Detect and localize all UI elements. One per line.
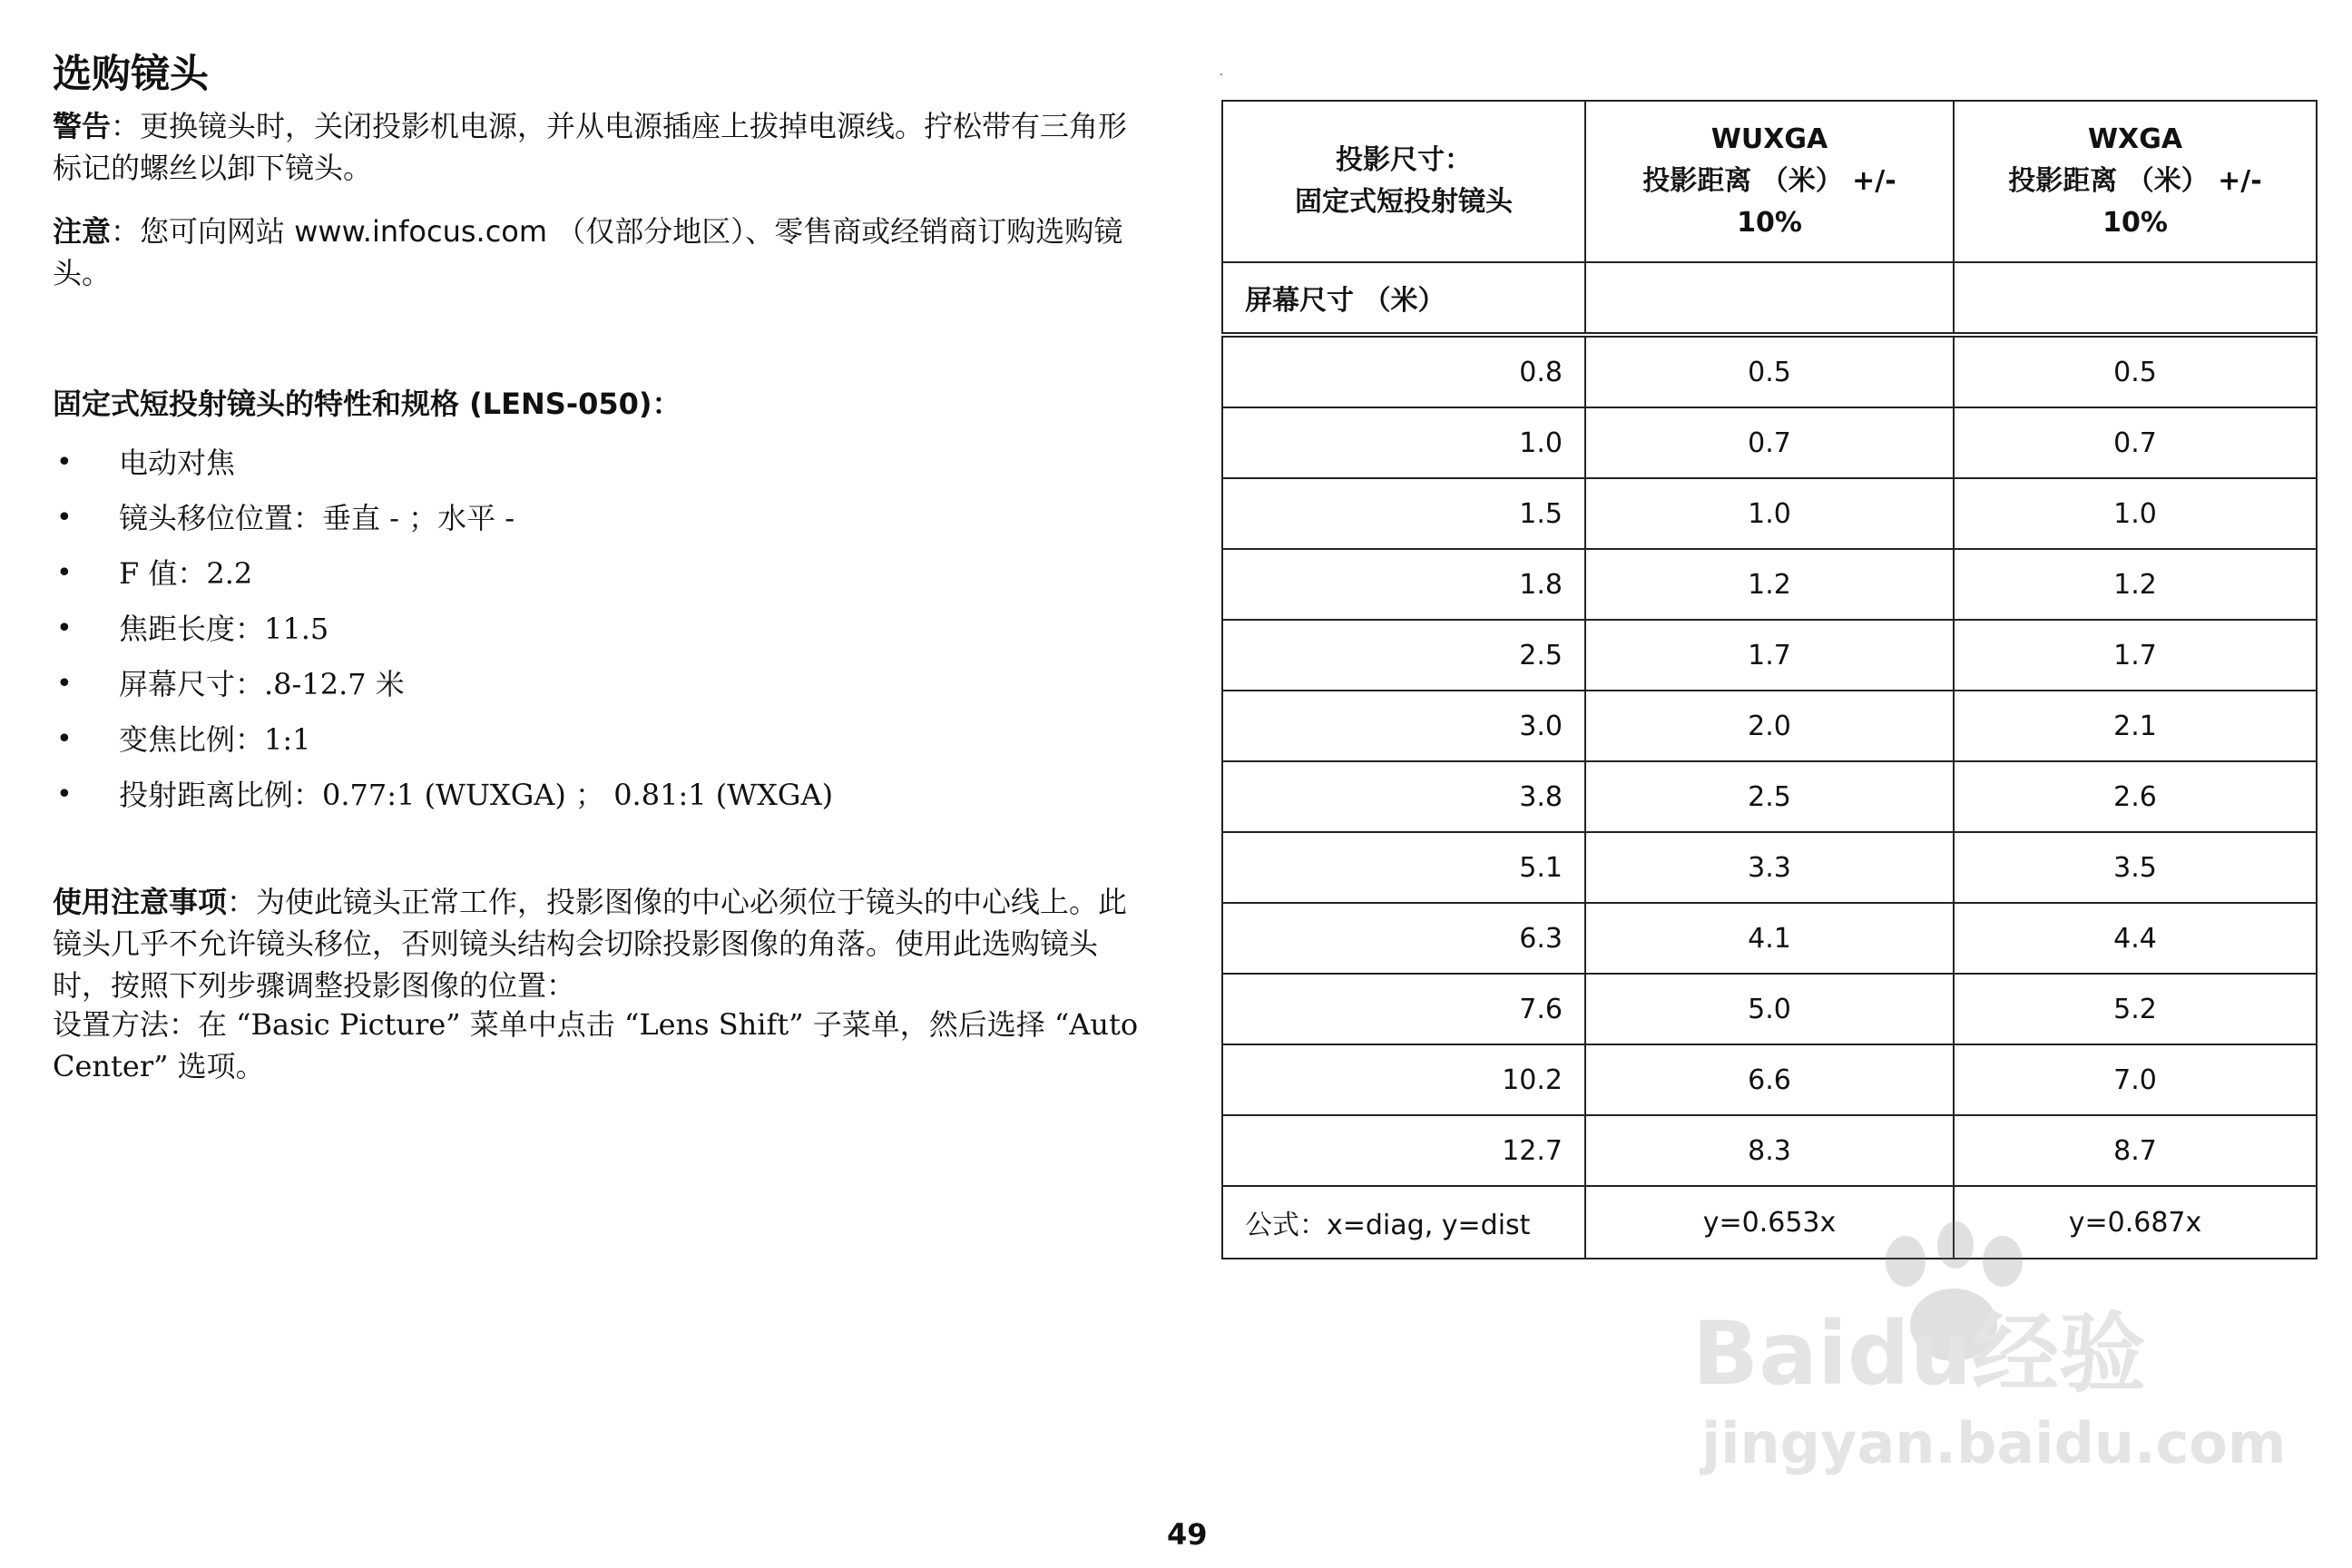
table-header-row [1222, 101, 2317, 262]
warning-sep: ： [111, 109, 141, 143]
cell-wuxga-distance: 4.1 [1585, 903, 1954, 974]
cell-wxga-distance: 0.5 [1954, 335, 2317, 407]
spec-text: 屏幕尺寸：.8-12.7 米 [119, 667, 405, 701]
cell-screen-size: 3.0 [1222, 691, 1585, 761]
spec-item [53, 774, 1142, 829]
cell-screen-size: 0.8 [1222, 335, 1585, 407]
cell-screen-size: 12.7 [1222, 1115, 1585, 1186]
spec-text: F 值：2.2 [119, 556, 253, 591]
header-text: 10% [2102, 207, 2168, 239]
formula-wuxga: y=0.653x [1585, 1186, 1954, 1259]
table-row [1222, 974, 2317, 1044]
note-label: 注意 [53, 214, 112, 249]
cell-wxga-distance: 2.6 [1954, 761, 2317, 832]
cell-wxga-distance: 4.4 [1954, 903, 2317, 974]
cell-wuxga-distance: 1.7 [1585, 620, 1954, 691]
cell-screen-size: 3.8 [1222, 761, 1585, 832]
table-row [1222, 620, 2317, 691]
header-text: WXGA [2087, 123, 2183, 155]
table-row [1222, 691, 2317, 761]
warning-paragraph [53, 105, 1142, 189]
header-text: 投影距离 （米） +/- [1642, 165, 1896, 197]
page-title: 选购镜头 [53, 52, 209, 97]
watermark-brand: Baidu经验 [1692, 1303, 2146, 1405]
cell-wxga-distance: 7.0 [1954, 1044, 2317, 1115]
note-paragraph [53, 211, 1142, 294]
cell-wxga-distance: 0.7 [1954, 407, 2317, 478]
cell-wxga-distance: 1.7 [1954, 620, 2317, 691]
cell-wuxga-distance: 5.0 [1585, 974, 1954, 1044]
cell-wuxga-distance: 2.5 [1585, 761, 1954, 832]
cell-wuxga-distance: 0.5 [1585, 335, 1954, 407]
cell-wxga-distance: 1.0 [1954, 478, 2317, 549]
cell-wuxga-distance: 8.3 [1585, 1115, 1954, 1186]
cell-screen-size: 6.3 [1222, 903, 1585, 974]
spec-item [53, 497, 1142, 553]
cell-wuxga-distance: 0.7 [1585, 407, 1954, 478]
cell-wxga-distance: 3.5 [1954, 832, 2317, 903]
cell-wuxga-distance: 1.2 [1585, 549, 1954, 620]
spec-item [53, 553, 1142, 608]
cell-screen-size: 5.1 [1222, 832, 1585, 903]
table-row [1222, 335, 2317, 407]
spec-text: 投射距离比例：0.77:1 (WUXGA) ； 0.81:1 (WXGA) [119, 778, 834, 812]
usage-paragraph [53, 881, 1142, 1006]
cell-screen-size: 2.5 [1222, 620, 1585, 691]
bullet: • [56, 446, 73, 478]
subheader-empty [1585, 262, 1954, 335]
cell-wuxga-distance: 1.0 [1585, 478, 1954, 549]
header-text: 投影距离 （米） +/- [2008, 165, 2262, 197]
usage-text: 为使此镜头正常工作，投影图像的中心必须位于镜头的中心线上。此镜头几乎不允许镜头移位，否则镜头结构会切除投影图像的角落。使用此选购镜头时，按照下列步骤调整投影图像的位置： [53, 885, 1128, 1003]
table-row [1222, 478, 2317, 549]
spec-item [53, 719, 1142, 774]
throw-distance-table [1221, 100, 2318, 1259]
header-text: 固定式短投射镜头 [1295, 186, 1513, 218]
cell-screen-size: 7.6 [1222, 974, 1585, 1044]
table-subheader-row [1222, 262, 2317, 335]
cell-screen-size: 1.5 [1222, 478, 1585, 549]
page-number: 49 [1167, 1517, 1208, 1552]
header-text: 10% [1737, 207, 1802, 239]
note-text-before: 您可向网站 [140, 214, 295, 249]
usage-sep: ： [227, 885, 257, 919]
note-text-after: （仅部分地区）、零售商或经销商订购选购镜头。 [53, 214, 1123, 290]
cell-screen-size: 10.2 [1222, 1044, 1585, 1115]
warning-text: 更换镜头时，关闭投影机电源，并从电源插座上拔掉电源线。拧松带有三角形标记的螺丝以卸下镜头。 [53, 109, 1128, 185]
warning-label: 警告 [53, 109, 112, 143]
spec-text: 焦距长度：11.5 [119, 612, 329, 646]
cell-wuxga-distance: 3.3 [1585, 832, 1954, 903]
spec-item [53, 608, 1142, 663]
header-cell-wxga [1954, 101, 2317, 262]
table-row [1222, 832, 2317, 903]
subheader-empty [1954, 262, 2317, 335]
setup-paragraph: 设置方法：在 “Basic Picture” 菜单中点击 “Lens Shift” 子菜单，然后选择 “Auto Center” 选项。 [53, 1007, 1139, 1083]
stray-dot: . [1220, 65, 1223, 78]
cell-wuxga-distance: 6.6 [1585, 1044, 1954, 1115]
bullet: • [56, 557, 73, 589]
header-text: 投影尺寸： [1336, 144, 1472, 176]
cell-wxga-distance: 8.7 [1954, 1115, 2317, 1186]
spec-heading: 固定式短投射镜头的特性和规格 (LENS-050)： [53, 387, 681, 421]
spec-text: 镜头移位位置：垂直 - ；水平 - [119, 501, 515, 535]
note-sep: ： [111, 214, 141, 249]
cell-screen-size: 1.0 [1222, 407, 1585, 478]
header-text: WUXGA [1710, 123, 1828, 155]
table-row [1222, 549, 2317, 620]
table-row [1222, 1044, 2317, 1115]
table-row [1222, 1115, 2317, 1186]
table-row [1222, 761, 2317, 832]
bullet: • [56, 668, 73, 700]
cell-wxga-distance: 1.2 [1954, 549, 2317, 620]
spec-item [53, 442, 1142, 497]
bullet: • [56, 502, 73, 534]
table-row [1222, 903, 2317, 974]
spec-item [53, 663, 1142, 719]
throw-distance-table-wrapper [1221, 100, 2316, 1259]
formula-wxga: y=0.687x [1954, 1186, 2317, 1259]
baidu-watermark [1683, 1225, 2287, 1488]
watermark-url: jingyan.baidu.com [1701, 1410, 2287, 1476]
cell-screen-size: 1.8 [1222, 549, 1585, 620]
table-row [1222, 407, 2317, 478]
spec-list [53, 442, 1142, 829]
bullet: • [56, 612, 73, 644]
formula-label: 公式：x=diag, y=dist [1222, 1186, 1585, 1259]
spec-text: 电动对焦 [119, 446, 236, 480]
subheader-screen-size: 屏幕尺寸 （米） [1222, 262, 1585, 335]
spec-text: 变焦比例：1:1 [119, 722, 311, 757]
header-cell-wuxga [1585, 101, 1954, 262]
website-link[interactable]: www.infocus.com [294, 214, 548, 249]
bullet: • [56, 779, 73, 810]
cell-wuxga-distance: 2.0 [1585, 691, 1954, 761]
cell-wxga-distance: 5.2 [1954, 974, 2317, 1044]
bullet: • [56, 723, 73, 755]
header-cell-lens [1222, 101, 1585, 262]
usage-label: 使用注意事项 [53, 885, 228, 919]
cell-wxga-distance: 2.1 [1954, 691, 2317, 761]
